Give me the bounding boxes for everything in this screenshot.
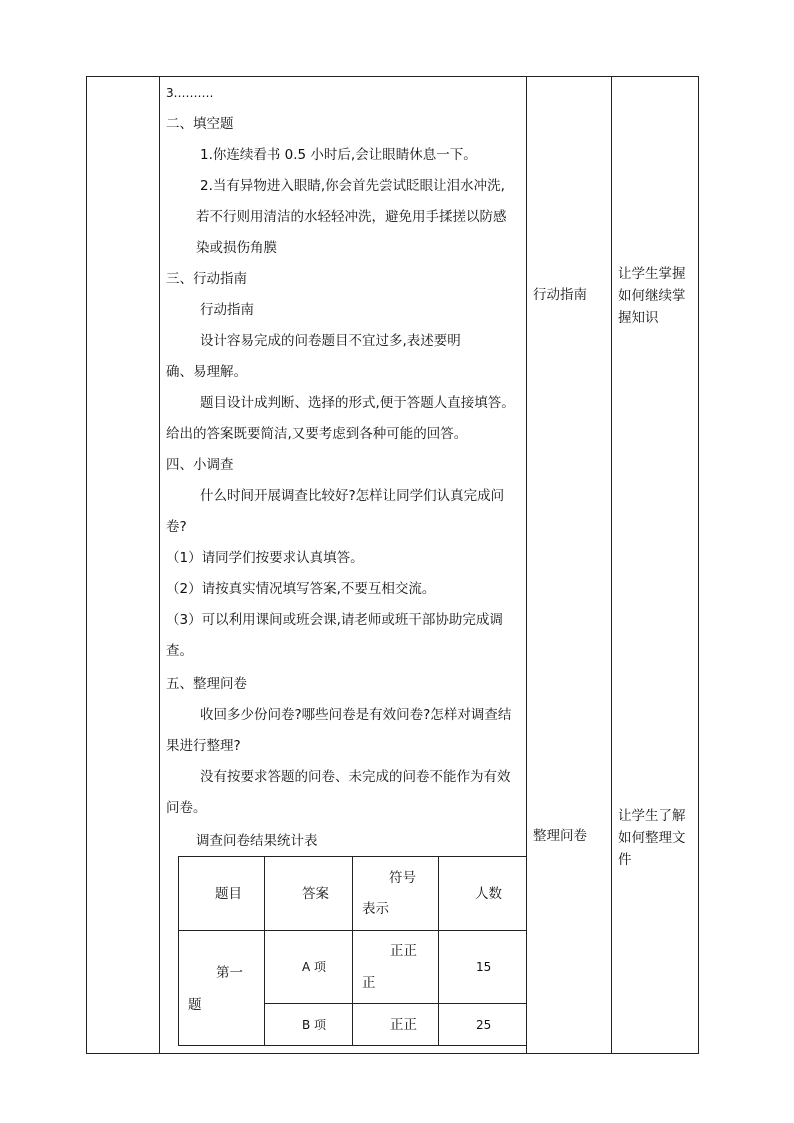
intent-1-line3: 握知识 — [618, 310, 659, 326]
fill-blank-q2-line2: 若不行则用清洁的水轻轻冲洗，避免用手揉搓以防感 — [196, 209, 507, 225]
stats-left-border — [178, 856, 179, 1046]
stats-row-a-answer: A 项 — [302, 960, 327, 974]
action-guide-para1-line2: 确、易理解。 — [166, 364, 247, 380]
stats-table-caption: 调查问卷结果统计表 — [196, 833, 318, 849]
fill-blank-q1: 1.你连续看书 0.5 小时后,会让眼睛休息一下。 — [200, 147, 477, 163]
stats-header-question: 题目 — [215, 886, 242, 902]
stats-col-divider-1 — [264, 856, 265, 1046]
intent-1-line2: 如何继续掌 — [618, 288, 686, 304]
stats-header-answer: 答案 — [302, 886, 329, 902]
col-divider-2 — [526, 76, 527, 1054]
stats-row-a-symbol-line1: 正正 — [390, 943, 417, 959]
stats-col-divider-3 — [438, 856, 439, 1046]
activity-action-guide: 行动指南 — [533, 287, 587, 303]
stats-header-symbol-line1: 符号 — [389, 870, 416, 886]
stats-row-b-count: 25 — [476, 1018, 492, 1032]
outer-top-border — [86, 76, 699, 77]
outer-right-border — [698, 76, 699, 1054]
fill-blank-q2-line1: 2.当有异物进入眼睛,你会首先尝试眨眼让泪水冲洗, — [200, 178, 505, 194]
stats-col-divider-2 — [352, 856, 353, 1046]
action-guide-para1-line1: 设计容易完成的问卷题目不宜过多,表述要明 — [200, 333, 461, 349]
section-heading-survey: 四、小调查 — [166, 457, 234, 473]
organize-question-line2: 果进行整理? — [166, 738, 241, 754]
stats-row-a-symbol-line2: 正 — [362, 975, 376, 991]
intent-2-line3: 件 — [618, 852, 632, 868]
col-divider-3 — [611, 76, 612, 1054]
survey-question-line1: 什么时间开展调查比较好?怎样让同学们认真完成问 — [200, 488, 505, 504]
fill-blank-q2-line3: 染或损伤角膜 — [196, 240, 277, 256]
organize-para-line1: 没有按要求答题的问卷、未完成的问卷不能作为有效 — [200, 769, 511, 785]
organize-para-line2: 问卷。 — [166, 800, 207, 816]
stats-row-b-answer: B 项 — [302, 1018, 327, 1032]
stats-header-count: 人数 — [475, 886, 502, 902]
outer-left-border — [86, 76, 87, 1054]
stats-row-label-line2: 题 — [188, 997, 202, 1013]
stats-header-symbol-line2: 表示 — [362, 901, 389, 917]
survey-point-3-line2: 查。 — [166, 643, 193, 659]
intent-2-line1: 让学生了解 — [618, 808, 686, 824]
action-guide-para2-line1: 题目设计成判断、选择的形式,便于答题人直接填答。 — [200, 395, 515, 411]
stats-row-b-symbol: 正正 — [390, 1017, 417, 1033]
survey-point-3-line1: （3）可以利用课间或班会课,请老师或班干部协助完成调 — [166, 612, 503, 628]
section-heading-fill-blank: 二、填空题 — [166, 116, 234, 132]
col-divider-1 — [159, 76, 160, 1054]
action-guide-subtitle: 行动指南 — [200, 302, 254, 318]
activity-organize-survey: 整理问卷 — [533, 828, 587, 844]
line-item-3: 3.……… — [166, 86, 214, 100]
survey-question-line2: 卷? — [166, 519, 187, 535]
section-heading-action-guide: 三、行动指南 — [166, 271, 247, 287]
section-heading-organize: 五、整理问卷 — [166, 676, 247, 692]
intent-2-line2: 如何整理文 — [618, 830, 686, 846]
intent-1-line1: 让学生掌握 — [618, 266, 686, 282]
organize-question-line1: 收回多少份问卷?哪些问卷是有效问卷?怎样对调查结 — [200, 707, 512, 723]
survey-point-2: （2）请按真实情况填写答案,不要互相交流。 — [166, 581, 436, 597]
stats-row-label-line1: 第一 — [216, 965, 243, 981]
stats-row-divider — [264, 1003, 526, 1004]
survey-point-1: （1）请同学们按要求认真填答。 — [166, 550, 364, 566]
stats-row-a-count: 15 — [476, 960, 492, 974]
action-guide-para2-line2: 给出的答案既要简洁,又要考虑到各种可能的回答。 — [166, 426, 468, 442]
outer-bottom-border — [86, 1053, 699, 1054]
